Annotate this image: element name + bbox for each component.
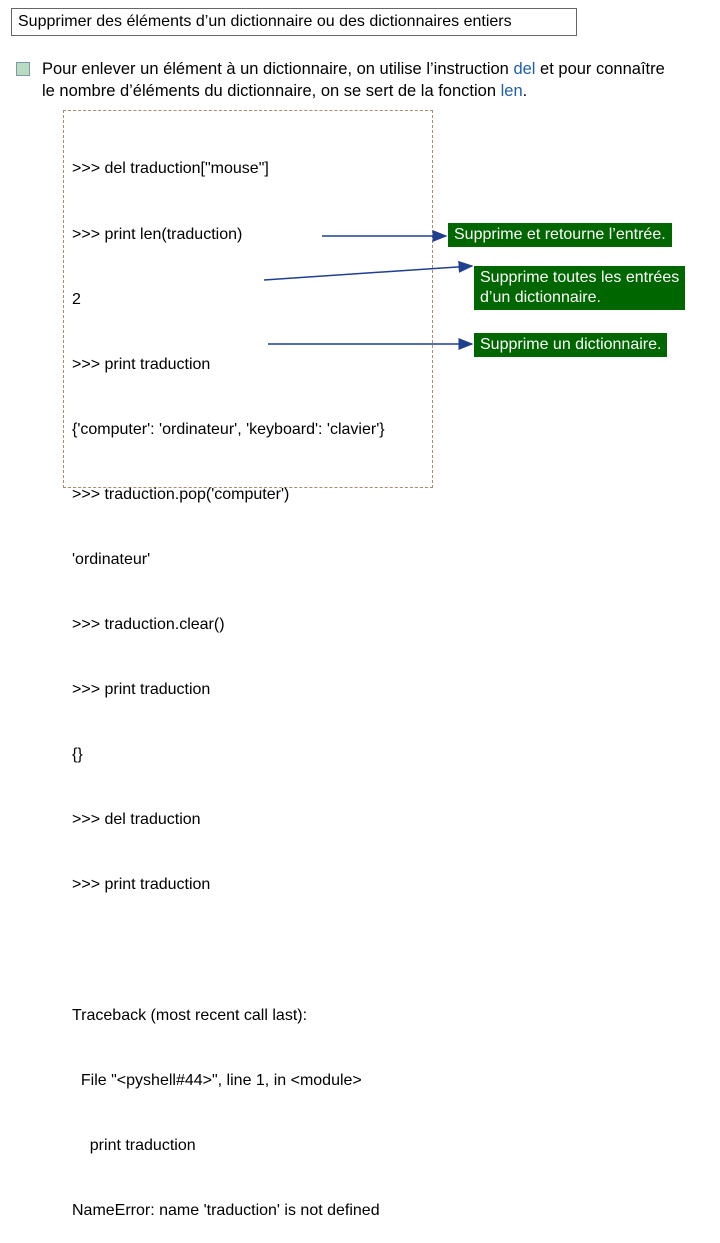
code-line: >>> print len(traduction) [72,225,243,243]
arrow-clear [264,266,472,280]
intro-text-1: Pour enlever un élément à un dictionnaire, on utilise l’instruction [42,60,514,78]
code-line: print traduction [72,1136,196,1154]
code-line: NameError: name 'traduction' is not defined [72,1201,380,1219]
code-line: 'ordinateur' [72,550,151,568]
label-pop: Supprime et retourne l’entrée. [448,223,672,247]
keyword-len: len [500,82,523,100]
intro-text-3: . [522,82,528,100]
intro-text-2: et pour connaître le nombre d’éléments du dictionnaire, on se sert de la fonction [42,60,665,100]
code-line: Traceback (most recent call last): [72,1006,308,1024]
label-del: Supprime un dictionnaire. [474,333,667,357]
code-line: >>> print traduction [72,681,211,699]
code-line [72,940,432,962]
slide-title: Supprimer des éléments d’un dictionnaire ou des dictionnaires entiers [11,8,577,36]
code-line: >>> traduction.clear() [72,616,225,634]
code-line: >>> print traduction [72,876,211,894]
code-line: >>> traduction.pop('computer') [72,485,290,503]
code-line: >>> print traduction [72,355,211,373]
code-line: >>> del traduction [72,811,201,829]
code-line: >>> del traduction["mouse"] [72,160,269,178]
code-line: {} [72,746,83,764]
code-line: File "<pyshell#44>", line 1, in <module> [72,1071,362,1089]
label-clear: Supprime toutes les entrées d’un dictionnaire. [474,266,685,310]
keyword-del: del [513,60,536,78]
code-line: {'computer': 'ordinateur', 'keyboard': 'clavier'} [72,420,385,438]
code-line: 2 [72,290,81,308]
